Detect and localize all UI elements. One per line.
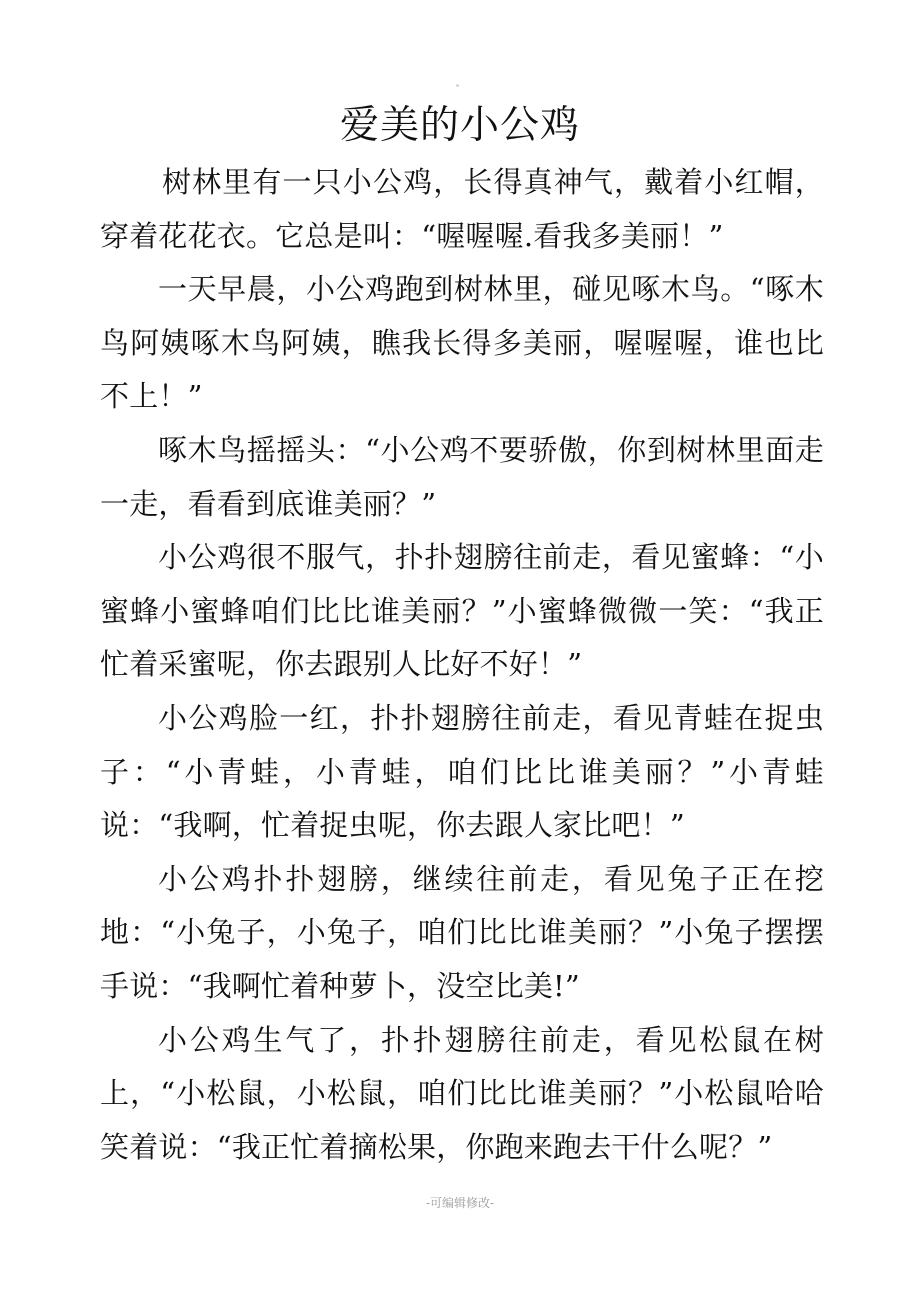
paragraph-7: 小公鸡生气了，扑扑翅膀往前走，看见松鼠在树上，“小松鼠，小松鼠，咱们比比谁美丽？”小松鼠哈哈笑着说：“我正忙着摘松果，你跑来跑去干什么呢？”	[100, 1022, 824, 1164]
document-body	[100, 156, 824, 1174]
paragraph-2: 一天早晨，小公鸡跑到树林里，碰见啄木鸟。“啄木鸟阿姨啄木鸟阿姨，瞧我长得多美丽，喔喔喔，谁也比不上！”	[100, 272, 824, 414]
paragraph-3: 啄木鸟摇摇头：“小公鸡不要骄傲，你到树林里面走一走，看看到底谁美丽？”	[100, 432, 824, 521]
header-dot	[456, 84, 459, 87]
paragraph-6: 小公鸡扑扑翅膀，继续往前走，看见兔子正在挖地：“小兔子，小兔子，咱们比比谁美丽？”小兔子摆摆手说：“我啊忙着种萝卜，没空比美!”	[100, 861, 824, 1003]
paragraph-1: 树林里有一只小公鸡，长得真神气，戴着小红帽，穿着花花衣。它总是叫：“喔喔喔.看我多美丽！”	[100, 165, 824, 253]
page-footer: -可编辑修改-	[425, 1196, 495, 1210]
paragraph-4: 小公鸡很不服气，扑扑翅膀往前走，看见蜜蜂：“小蜜蜂小蜜蜂咱们比比谁美丽？”小蜜蜂微微一笑：“我正忙着采蜜呢，你去跟别人比好不好！”	[100, 540, 824, 682]
document-title: 爱美的小公鸡	[339, 103, 580, 148]
paragraph-5: 小公鸡脸一红，扑扑翅膀往前走，看见青蛙在捉虫子：“小青蛙，小青蛙，咱们比比谁美丽？”小青蛙说：“我啊，忙着捉虫呢，你去跟人家比吧！”	[100, 700, 824, 843]
